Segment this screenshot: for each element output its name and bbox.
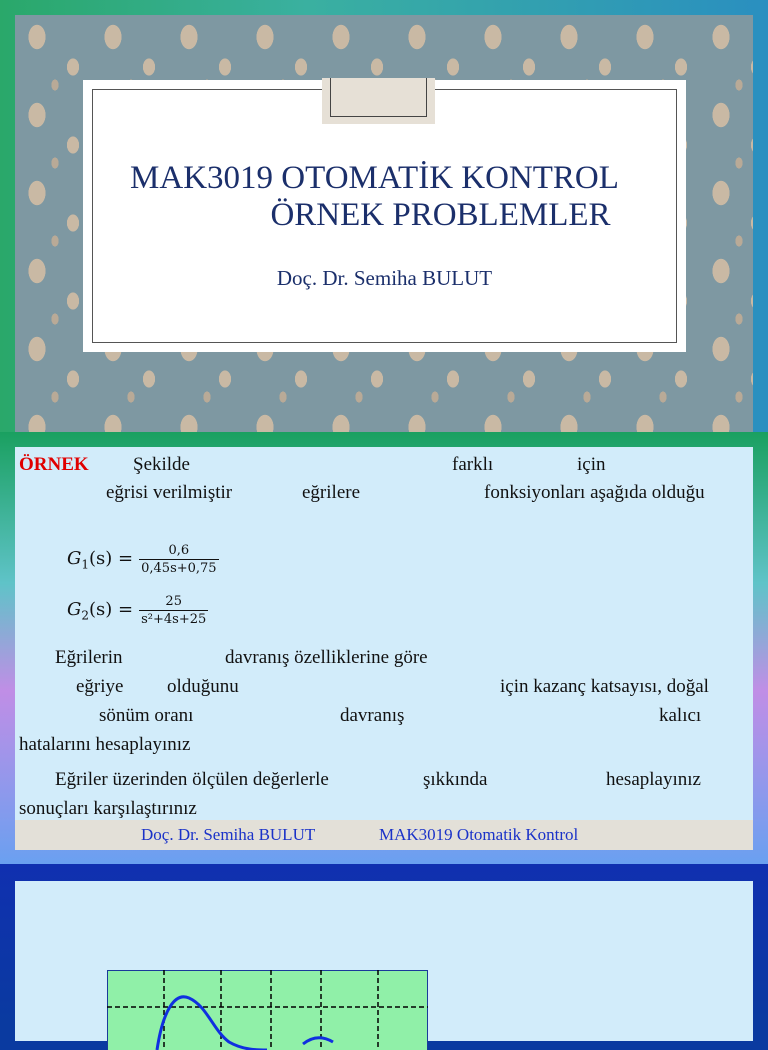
text-fragment: sonuçları karşılaştırınız [19,798,197,820]
title-line-1: MAK3019 OTOMATİK KONTROL [83,160,686,197]
response-plot-slide [0,864,768,1024]
example-label: ÖRNEK [19,454,89,476]
g1-denominator: 0,45s+0,75 [139,559,218,576]
example-panel [15,447,753,850]
example-slide [0,432,768,864]
text-fragment: eğrisi verilmiştir [106,482,232,504]
g2-denominator: s²+4s+25 [139,610,208,627]
text-fragment: fonksiyonları aşağıda olduğu [484,482,705,504]
card-tab-decoration [322,78,435,124]
plot-panel [15,881,753,1041]
text-fragment: farklı [452,454,493,476]
response-curve-plot [107,970,428,1050]
title-slide [0,0,768,432]
transfer-function-g1: $G_1(s)$ = $\frac{0,6}{0,45s+0,75}$ [67,543,219,576]
text-fragment: olduğunu [167,676,239,698]
footer-course: MAK3019 Otomatik Kontrol [379,820,578,850]
text-fragment: eğrilere [302,482,360,504]
g1-numerator: 0,6 [167,543,192,559]
text-fragment: kalıcı [659,705,701,727]
text-fragment: Şekilde [133,454,190,476]
text-fragment: sönüm oranı [99,705,193,727]
author-subtitle: Doç. Dr. Semiha BULUT [83,266,686,291]
plot-area [108,971,428,1050]
transfer-function-g2: $G_2(s)$ = $\frac{25}{\text{s²+4s+25}}$ [67,594,208,627]
text-fragment: Eğrilerin [55,647,123,669]
text-fragment: şıkkında [423,769,487,791]
text-fragment: davranış [340,705,404,727]
slide-title [83,160,686,234]
text-fragment: Eğriler üzerinden ölçülen değerlerle [55,769,329,791]
text-fragment: hesaplayınız [606,769,701,791]
g2-numerator: 25 [163,594,184,610]
text-fragment: hatalarını hesaplayınız [19,734,190,756]
text-fragment: davranış özelliklerine göre [225,647,428,669]
text-fragment: için [577,454,606,476]
text-fragment: eğriye [76,676,123,698]
title-card [83,80,686,352]
title-line-2: ÖRNEK PROBLEMLER [83,197,686,234]
footer-author: Doç. Dr. Semiha BULUT [141,820,315,850]
text-fragment: için kazanç katsayısı, doğal [500,676,709,698]
slide-footer [15,820,753,850]
